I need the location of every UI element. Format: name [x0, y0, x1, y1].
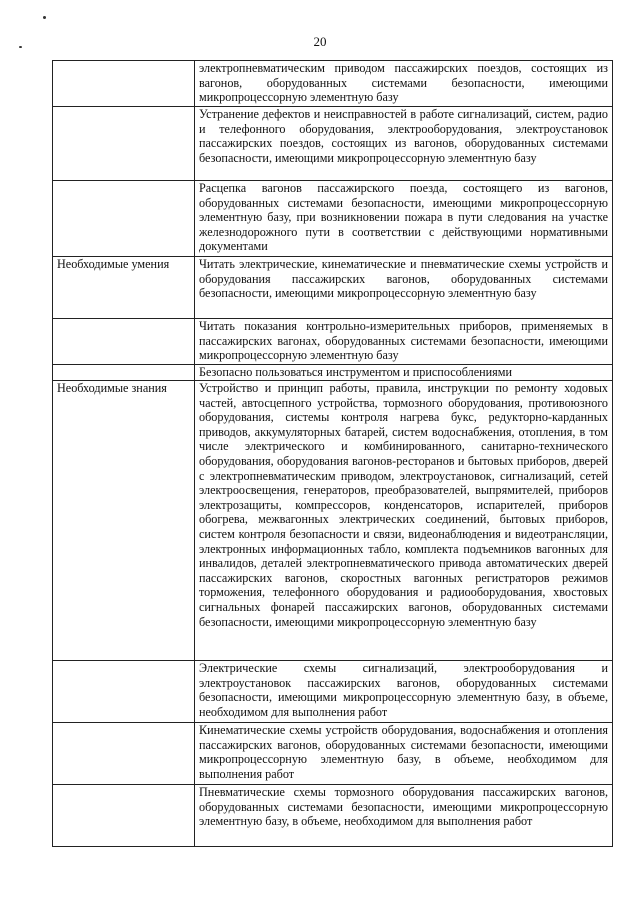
row-label-cell	[53, 61, 195, 107]
knowledge-label: Необходимые знания	[57, 381, 167, 395]
row-text: электропневматическим приводом пассажирских поездов, состоящих из вагонов, оборудованных системами безопасности, имеющими микропроцессорную элементную базу	[199, 61, 608, 105]
table-row	[53, 381, 613, 661]
knowledge-label-cell	[53, 381, 195, 661]
row-label-cell	[53, 661, 195, 723]
row-text: Безопасно пользоваться инструментом и приспособлениями	[199, 365, 512, 379]
row-label-cell	[53, 785, 195, 847]
qualification-table	[52, 60, 613, 847]
row-text: Пневматические схемы тормозного оборудования пассажирских вагонов, оборудованных системами безопасности, имеющими микропроцессорную элементную базу, в объеме, необходимом для выполнения работ	[199, 785, 608, 829]
row-text: Кинематические схемы устройств оборудования, водоснабжения и отопления пассажирских вагонов, оборудованных системами безопасности, имеющими микропроцессорную элементную базу, в объеме, необходимом для выполнения работ	[199, 723, 608, 781]
row-text: Расцепка вагонов пассажирского поезда, состоящего из вагонов, оборудованных системами безопасности, имеющими микропроцессорную элементную базу, при возникновении пожара в пути следования на участке железнодорожного пути в соответствии с действующими нормативными документами	[199, 181, 608, 254]
row-text: Устройство и принцип работы, правила, инструкции по ремонту ходовых частей, автосцепного устройства, тормозного оборудования, противоюзного оборудования, системы контроля нагрева букс, редукторно-карданных приводов, аккумуляторных батарей, систем водоснабжения, отопления, в том числе электрического и комбинированного, санитарно-технического оборудования, оборудования вагонов-ресторанов и бытовых приборов, дверей с электропневматическим приводом, электроустановок, сигнализаций, сетей электроосвещения, генераторов, преобразователей, выпрямителей, приборов электрозащиты, компрессоров, конденсаторов, испарителей, приборов обогрева, межвагонных электрических соединений, бытовых приборов, систем контроля безопасности и связи, видеонаблюдения и видеотрансляции, электронных информационных табло, комплекта подъемников вагонных для инвалидов, деталей электропневматического привода автоматических дверей пассажирских вагонов, скоростных вагонных регистраторов режимов торможения, телефонного оборудования и радиооборудования, хвостовых сигнальных фонарей пассажирских вагонов, оборудованных системами безопасности, имеющими микропроцессорную элементную базу	[199, 381, 608, 629]
row-text-cell	[195, 365, 613, 381]
row-text-cell	[195, 723, 613, 785]
row-text: Электрические схемы сигнализаций, электрооборудования и электроустановок пассажирских вагонов, оборудованных системами безопасности, имеющими микропроцессорную элементную базу, в объеме, необходимом для выполнения работ	[199, 661, 608, 719]
row-text: Устранение дефектов и неисправностей в работе сигнализаций, систем, радио и телефонного оборудования, электрооборудования, электроустановок пассажирских поездов, состоящих из вагонов, оборудованных системами безопасности, имеющими микропроцессорную элементную базу	[199, 107, 608, 165]
skills-label: Необходимые умения	[57, 257, 170, 271]
row-text-cell	[195, 381, 613, 661]
row-text-cell	[195, 319, 613, 365]
row-text: Читать показания контрольно-измерительных приборов, применяемых в пассажирских вагонах, оборудованных системами безопасности, имеющими микропроцессорную элементную базу	[199, 319, 608, 363]
row-text-cell	[195, 661, 613, 723]
row-label-cell	[53, 181, 195, 257]
table-row	[53, 181, 613, 257]
table-row	[53, 107, 613, 181]
table-row	[53, 785, 613, 847]
table-row	[53, 319, 613, 365]
row-text-cell	[195, 785, 613, 847]
table-row	[53, 365, 613, 381]
skills-label-cell	[53, 257, 195, 319]
row-label-cell	[53, 107, 195, 181]
row-text-cell	[195, 181, 613, 257]
row-label-cell	[53, 723, 195, 785]
page-number: 20	[313, 34, 327, 49]
table-row	[53, 257, 613, 319]
row-text: Читать электрические, кинематические и пневматические схемы устройств и оборудования пассажирских вагонов, оборудованных системами безопасности, имеющими микропроцессорную элементную базу	[199, 257, 608, 301]
table-row	[53, 61, 613, 107]
row-label-cell	[53, 365, 195, 381]
row-text-cell	[195, 61, 613, 107]
table-row	[53, 723, 613, 785]
row-text-cell	[195, 107, 613, 181]
table-row	[53, 661, 613, 723]
row-label-cell	[53, 319, 195, 365]
scan-mark-dot	[43, 16, 46, 19]
row-text-cell	[195, 257, 613, 319]
